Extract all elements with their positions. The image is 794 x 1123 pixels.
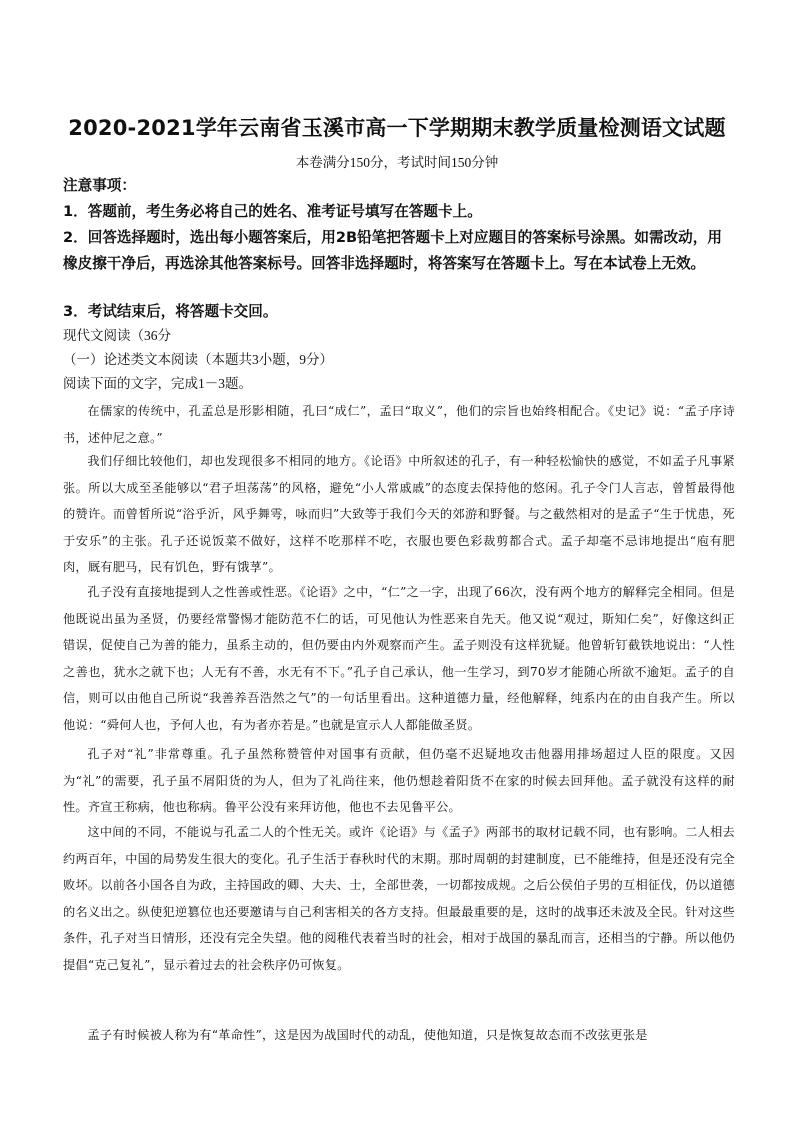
notice-item: 1．答题前，考生务必将自己的姓名、准考证号填写在答题卡上。 <box>63 203 482 220</box>
page-title: 2020-2021学年云南省玉溪市高一下学期期末教学质量检测语文试题 <box>68 116 726 140</box>
passage-paragraph: 孟子有时候被人称为有“革命性”，这是因为战国时代的动乱，使他知道，只是恢复故态而不改弦更张是 <box>87 1028 648 1042</box>
passage-paragraph: 这中间的不同，不能说与孔孟二人的个性无关。或许《论语》与《孟子》两部书的取材记载不同，也有影响。二人相去约两百年，中国的局势发生很大的变化。孔子生活于春秋时代的末期。那时周朝的封建制度，已不能维持，但是还没有完全败坏。以前各小国各自为政，主持国政的卿、大夫、士，全部世袭，一切都按成规。之后公侯伯子男的互相征伐，仍以道德的名义出之。纵使犯逆篡位也还要邀请与自己利害相关的各方支持。但最最重要的是，这时的战事还未波及全民。针对这些条件，孔子对当日情形，还没有完全失望。他的阅稚代表着当时的社会，相对于战国的暴乱而言，还相当的宁静。所以他仍提倡“克己复礼”，显示着过去的社会秩序仍可恢复。 <box>63 825 735 972</box>
passage-paragraph: 孔子没有直接地提到人之性善或性恶。《论语》之中，“仁”之一字，出现了66次，没有两个地方的解释完全相同。但是他既说出虽为圣贤，仍要经常警惕才能防范不仁的话，可见他认为性恶来自先天。他又说“观过，斯知仁矣”，好像这纠正错误，促使自己为善的能力，虽系主动的，但仍要由内外观察而产生。孟子则没有这样犹疑。他曾斩钉截铁地说出：“人性之善也，犹水之就下也；人无有不善，水无有不下。”孔子自己承认，他一生学习，到70岁才能随心所欲不逾矩。孟子的自信，则可以由他自己所说“我善养吾浩然之气”的一句话里看出。这种道德力量，经他解释，纯系内在的由自我产生。所以他说：“舜何人也，予何人也，有为者亦若是。”也就是宣示人人都能做圣贤。 <box>63 585 735 732</box>
passage-paragraph: 孔子对“礼”非常尊重。孔子虽然称赞管仲对国事有贡献，但仍毫不迟疑地攻击他器用排场超过人臣的限度。又因为“礼”的需要，孔子虽不屑阳货的为人，但为了礼尚往来，他仍想趁着阳货不在家的时候去回拜他。孟子就没有这样的耐性。齐宣王称病，他也称病。鲁平公没有来拜访他，他也不去见鲁平公。 <box>63 747 735 815</box>
exam-duration-note: 本卷满分150分，考试时间150分钟 <box>295 155 499 170</box>
notice-item: 3．考试结束后，将答题卡交回。 <box>63 303 278 320</box>
reading-instruction: 阅读下面的文字，完成1－3题。 <box>63 376 252 391</box>
subsection-heading: （一）论述类文本阅读（本题共3小题，9分） <box>63 352 333 367</box>
section-heading: 现代文阅读（36分 <box>63 328 171 343</box>
passage-paragraph: 我们仔细比较他们，却也发现很多不相同的地方。《论语》中所叙述的孔子，有一种轻松愉快的感觉，不如孟子凡事紧张。所以大成至圣能够以“君子坦荡荡”的风格，避免“小人常戚戚”的态度去保持他的悠闲。孔子令门人言志，曾皙最得他的赞许。而曾皙所说“浴乎沂，风乎舞雩，咏而归”大致等于我们今天的郊游和野餐。与之截然相对的是孟子“生于忧患，死于安乐”的主张。孔子还说饭菜不做好，这样不吃那样不吃，衣服也要色彩裁剪都合式。孟子却毫不忌讳地提出“庖有肥肉，厩有肥马，民有饥色，野有饿莩”。 <box>63 454 735 575</box>
passage-paragraph: 在儒家的传统中，孔孟总是形影相随，孔曰“成仁”，孟曰“取义”，他们的宗旨也始终相配合。《史记》说：“孟子序诗书，述仲尼之意。” <box>63 404 735 445</box>
notice-heading: 注意事项： <box>63 177 136 194</box>
notice-item: 2．回答选择题时，选出每小题答案后，用2B铅笔把答题卡上对应题目的答案标号涂黑。如需改动，用橡皮擦干净后，再选涂其他答案标号。回答非选择题时，将答案写在答题卡上。写在本试卷上无效。 <box>63 229 722 272</box>
